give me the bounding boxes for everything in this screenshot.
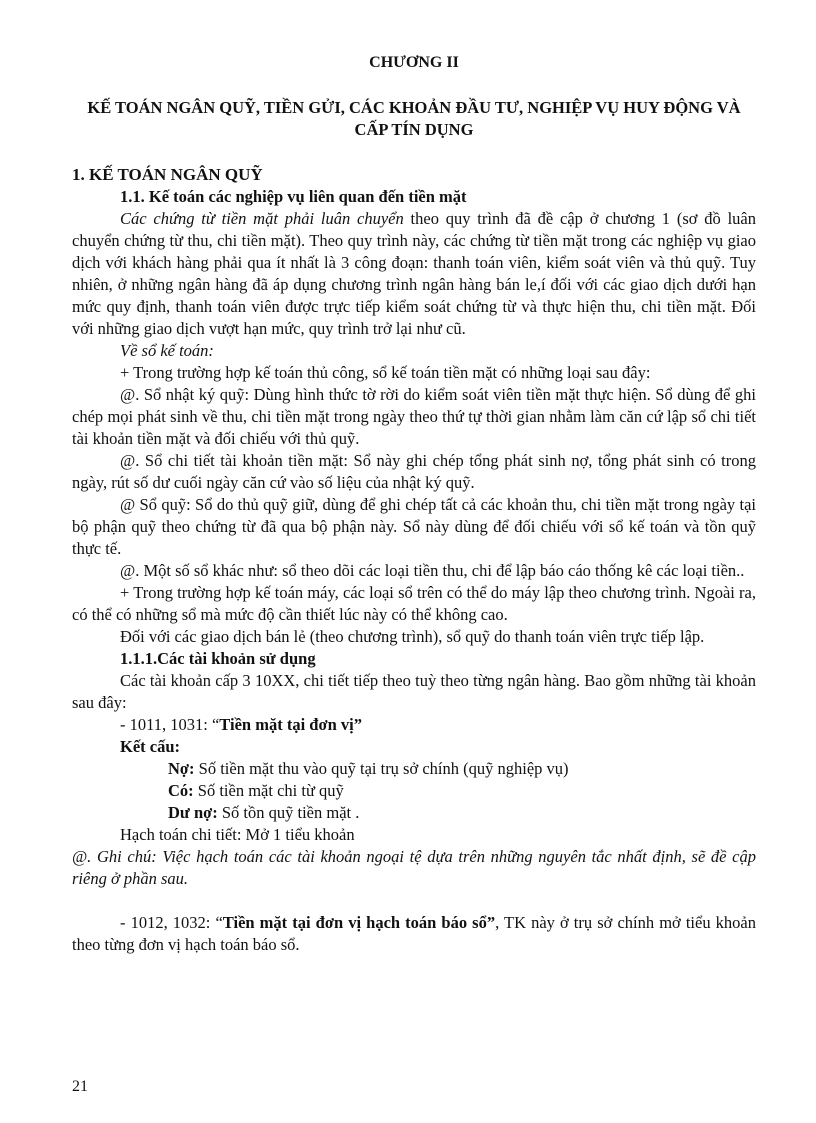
account-1012-name: Tiền mặt tại đơn vị hạch toán báo sổ” <box>222 913 496 932</box>
chapter-heading: CHƯƠNG II <box>369 54 459 71</box>
document-body <box>72 164 756 956</box>
account-1012 <box>72 912 756 956</box>
paragraph-so-quy: @ Sổ quỹ: Sổ do thủ quỹ giữ, dùng để ghi chép tất cả các khoản thu, chi tiền mặt trong ngày tại bộ phận quỹ theo chứng từ đã qua bộ phận này. Sổ này dùng để đối chiếu với sổ kế toán và tồn quỹ thực tế. <box>72 495 756 558</box>
account-1012-text: , TK này ở trụ sở chính mở tiểu khoản theo từng đơn vị hạch toán báo sổ. <box>72 913 756 954</box>
ket-cau-label: Kết cấu: <box>120 737 181 756</box>
du-no-line <box>72 802 756 824</box>
page-number: 21 <box>72 1078 88 1095</box>
no-text: Số tiền mặt thu vào quỹ tại trụ sở chính (quỹ nghiệp vụ) <box>194 759 569 778</box>
account-1011-code: - 1011, 1031: “ <box>120 715 220 734</box>
paragraph-chi-tiet: @. Sổ chi tiết tài khoản tiền mặt: Sổ này ghi chép tổng phát sinh nợ, tổng phát sinh có trong ngày, rút số dư cuối ngày căn cứ vào số liệu của nhật ký quỹ. <box>72 451 756 492</box>
account-1012-code: - 1012, 1032: “ <box>120 913 223 932</box>
paragraph-text: theo quy trình đã đề cập ở chương 1 (sơ đồ luân chuyển chứng từ thu, chi tiền mặt). Theo quy trình này, các chứng từ tiền mặt trong các nghiệp vụ giao dịch với khách hàng phải qua ít nhất là 3 công đoạn: thanh toán viên, kiểm soát viên và thủ quỹ. Tuy nhiên, ở những ngân hàng đã áp dụng chương trình ngân hàng bán le,í đối với các giao dịch dưới hạn mức quy định, thanh toán viên được trực tiếp kiểm soát chứng từ và thực hiện thu, chi tiền mặt. Đối với những giao dịch vượt hạn mức, quy trình trở lại như cũ. <box>72 209 756 338</box>
ghi-chu-note: @. Ghi chú: Việc hạch toán các tài khoản ngoại tệ dựa trên những nguyên tắc nhất định, sẽ đề cập riêng ở phần sau. <box>72 847 756 888</box>
paragraph-ban-le: Đối với các giao dịch bán lẻ (theo chương trình), sổ quỹ do thanh toán viên trực tiếp lập. <box>120 627 705 646</box>
paragraph-thu-cong: + Trong trường hợp kế toán thủ công, sổ kế toán tiền mặt có những loại sau đây: <box>120 363 651 382</box>
co-line <box>72 780 756 802</box>
paragraph-nhat-ky-quy: @. Sổ nhật ký quỹ: Dùng hình thức tờ rời do kiểm soát viên tiền mặt thực hiện. Sổ dùng để ghi chép mọi phát sinh về thu, chi tiền mặt trong ngày theo thứ tự thời gian nhằm làm căn cứ lập sổ chi tiết tài khoản tiền mặt và đối chiếu với thủ quỹ. <box>72 385 756 448</box>
du-no-label: Dư nợ: <box>168 803 218 822</box>
ve-so-ke-toan: Về sổ kế toán: <box>120 341 214 360</box>
co-text: Số tiền mặt chi từ quỹ <box>193 781 344 800</box>
du-no-text: Số tồn quỹ tiền mặt . <box>217 803 360 822</box>
section-heading-1-1: 1.1. Kế toán các nghiệp vụ liên quan đến tiền mặt <box>120 187 467 206</box>
no-label: Nợ: <box>168 759 195 778</box>
paragraph-so-khac: @. Một số sổ khác như: sổ theo dõi các loại tiền thu, chi để lập báo cáo thống kê các loại tiền.. <box>120 561 745 580</box>
paragraph-ke-toan-may: + Trong trường hợp kế toán máy, các loại sổ trên có thể do máy lập theo chương trình. Ngoài ra, có thể có những sổ mà mức độ cần thiết lúc này có thể không cao. <box>72 583 756 624</box>
account-1011 <box>72 714 756 736</box>
no-line <box>72 758 756 780</box>
paragraph-tai-khoan: Các tài khoản cấp 3 10XX, chi tiết tiếp theo tuỳ theo từng ngân hàng. Bao gồm những tài khoản sau đây: <box>72 671 756 712</box>
section-heading-1: 1. KẾ TOÁN NGÂN QUỸ <box>72 165 263 184</box>
document-title: KẾ TOÁN NGÂN QUỸ, TIỀN GỬI, CÁC KHOẢN ĐẦU TƯ, NGHIỆP VỤ HUY ĐỘNG VÀ CẤP TÍN DỤNG <box>87 98 741 139</box>
hach-toan-chi-tiet: Hạch toán chi tiết: Mở 1 tiểu khoản <box>120 825 355 844</box>
account-1011-name: Tiền mặt tại đơn vị” <box>219 715 362 734</box>
paragraph-chung-tu <box>72 208 756 340</box>
spacer <box>72 890 756 912</box>
section-heading-1-1-1: 1.1.1.Các tài khoản sử dụng <box>120 649 316 668</box>
italic-lead: Các chứng từ tiền mặt phải luân chuyển <box>120 209 404 228</box>
co-label: Có: <box>168 781 194 800</box>
